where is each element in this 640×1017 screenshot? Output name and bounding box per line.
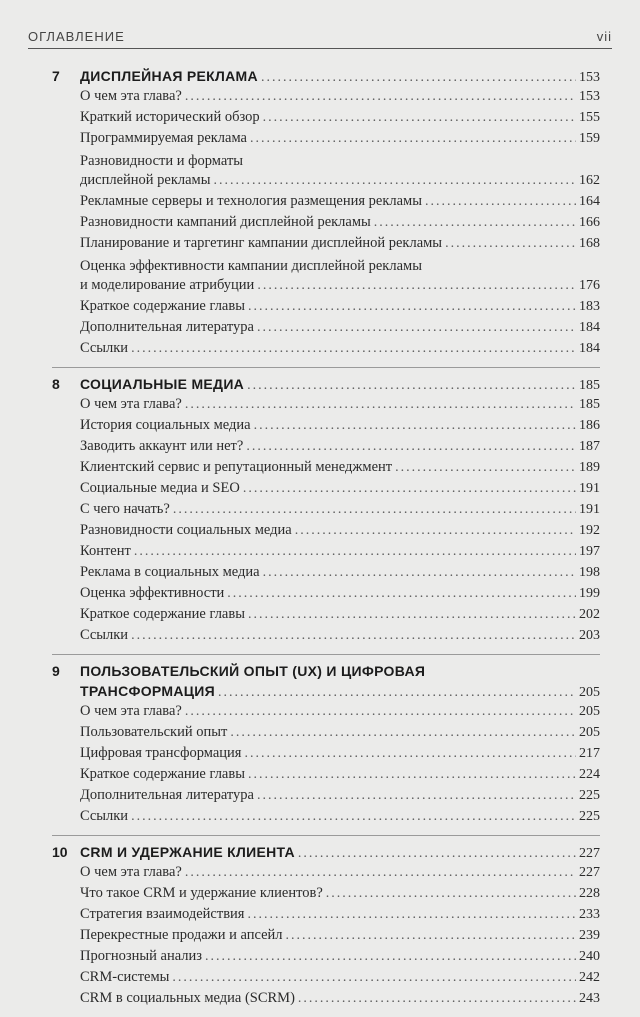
entry-page: 205 [579, 704, 600, 719]
toc-entry[interactable] [52, 787, 600, 808]
dot-leader [298, 991, 576, 1007]
entry-title: Краткое содержание главы [80, 766, 245, 782]
dot-leader [395, 460, 576, 476]
entry-page: 164 [579, 194, 600, 209]
entry-page: 155 [579, 110, 600, 125]
toc-entry[interactable] [52, 214, 600, 235]
dot-leader [326, 886, 576, 902]
dot-leader [247, 907, 576, 923]
entry-page: 168 [579, 236, 600, 251]
entry-title: Ссылки [80, 808, 129, 824]
entry-page: 224 [579, 767, 600, 782]
toc-entry[interactable] [52, 459, 600, 480]
entry-page: 187 [579, 439, 600, 454]
dot-leader [185, 865, 576, 881]
toc-entry[interactable] [52, 703, 600, 724]
entry-page: 183 [579, 299, 600, 314]
toc-entry[interactable] [52, 745, 600, 766]
entry-title: С чего начать? [80, 501, 170, 517]
dot-leader [185, 397, 576, 413]
dot-leader [244, 746, 576, 762]
chapter-number: 9 [52, 663, 60, 679]
entry-title: История социальных медиа [80, 417, 251, 433]
chapter-number: 7 [52, 68, 60, 84]
entry-page: 176 [579, 278, 600, 293]
toc-entry[interactable] [52, 235, 600, 256]
toc-entry[interactable] [52, 927, 600, 948]
toc-entry[interactable] [52, 109, 600, 130]
entry-page: 239 [579, 928, 600, 943]
chapter-page: 227 [579, 846, 600, 861]
entry-page: 192 [579, 523, 600, 538]
chapter-page: 205 [579, 685, 600, 700]
dot-leader [425, 194, 576, 210]
entry-page: 228 [579, 886, 600, 901]
chapter-heading[interactable] [52, 376, 600, 396]
entry-page: 191 [579, 502, 600, 517]
entry-title: О чем эта глава? [80, 88, 182, 104]
dot-leader [230, 725, 576, 741]
toc-entry[interactable] [52, 480, 600, 501]
entry-page: 225 [579, 788, 600, 803]
entry-page: 199 [579, 586, 600, 601]
dot-leader [263, 565, 576, 581]
entry-title: Дополнительная литература [80, 319, 254, 335]
entry-page: 243 [579, 991, 600, 1006]
toc-entry[interactable] [52, 88, 600, 109]
toc-entry[interactable] [52, 948, 600, 969]
entry-title: Программируемая реклама [80, 130, 247, 146]
chapter-7 [52, 68, 600, 361]
entry-title: Прогнозный анализ [80, 948, 203, 964]
toc-entry[interactable] [52, 990, 600, 1011]
entry-title: О чем эта глава? [80, 703, 182, 719]
entry-title: О чем эта глава? [80, 396, 182, 412]
dot-leader [205, 949, 576, 965]
entry-page: 217 [579, 746, 600, 761]
running-head [28, 20, 612, 44]
entry-title-line2: дисплейной рекламы [80, 172, 211, 188]
entry-page: 159 [579, 131, 600, 146]
toc-entry[interactable] [52, 564, 600, 585]
section-title: ОГЛАВЛЕНИЕ [28, 29, 125, 44]
entry-title: CRM в социальных медиа (SCRM) [80, 990, 295, 1006]
chapter-title: ДИСПЛЕЙНАЯ РЕКЛАМА [80, 68, 258, 84]
entry-title: Заводить аккаунт или нет? [80, 438, 244, 454]
entry-page: 189 [579, 460, 600, 475]
chapter-title-line2: ТРАНСФОРМАЦИЯ [80, 683, 216, 699]
entry-page: 205 [579, 725, 600, 740]
dot-leader [254, 418, 576, 434]
entry-title: Ссылки [80, 340, 129, 356]
chapter-8 [52, 367, 600, 648]
dot-leader [131, 809, 576, 825]
entry-page: 191 [579, 481, 600, 496]
toc-entry[interactable] [52, 606, 600, 627]
chapter-heading[interactable] [52, 68, 600, 88]
entry-page: 198 [579, 565, 600, 580]
table-of-contents [52, 68, 600, 1017]
entry-title: Стратегия взаимодействия [80, 906, 245, 922]
chapter-title: CRM И УДЕРЖАНИЕ КЛИЕНТА [80, 844, 295, 860]
toc-entry[interactable] [52, 193, 600, 214]
toc-entry[interactable] [52, 906, 600, 927]
dot-leader [134, 544, 576, 560]
entry-title: Пользовательский опыт [80, 724, 228, 740]
dot-leader [131, 341, 576, 357]
entry-title: Дополнительная литература [80, 787, 254, 803]
entry-page: 233 [579, 907, 600, 922]
toc-entry[interactable] [52, 130, 600, 151]
toc-entry[interactable] [52, 543, 600, 564]
chapter-heading[interactable] [52, 844, 600, 864]
entry-title: Реклама в социальных медиа [80, 564, 260, 580]
entry-page: 225 [579, 809, 600, 824]
toc-entry[interactable] [52, 438, 600, 459]
dot-leader [257, 788, 576, 804]
dot-leader [248, 767, 576, 783]
entry-title: Рекламные серверы и технология размещения рекламы [80, 193, 422, 209]
dot-leader [286, 928, 576, 944]
toc-entry[interactable] [52, 724, 600, 745]
dot-leader [227, 586, 576, 602]
entry-title-line1: Оценка эффективности кампании дисплейной рекламы [80, 258, 422, 274]
entry-page: 166 [579, 215, 600, 230]
toc-entry[interactable] [52, 501, 600, 522]
dot-leader [295, 523, 576, 539]
entry-page: 153 [579, 89, 600, 104]
entry-page: 185 [579, 397, 600, 412]
dot-leader [173, 502, 576, 518]
dot-leader [248, 299, 576, 315]
toc-entry[interactable] [52, 585, 600, 606]
toc-entry[interactable] [52, 864, 600, 885]
entry-title: Что такое CRM и удержание клиентов? [80, 885, 323, 901]
dot-leader [261, 70, 576, 86]
toc-entry[interactable] [52, 522, 600, 543]
page-number: vii [596, 29, 612, 44]
entry-page: 162 [579, 173, 600, 188]
dot-leader [131, 628, 576, 644]
dot-leader [218, 685, 576, 701]
chapter-number: 8 [52, 376, 60, 392]
entry-title: Краткий исторический обзор [80, 109, 260, 125]
entry-page: 227 [579, 865, 600, 880]
toc-entry[interactable] [52, 627, 600, 648]
dot-leader [248, 607, 576, 623]
dot-leader [298, 846, 576, 862]
entry-page: 184 [579, 341, 600, 356]
entry-title: Разновидности социальных медиа [80, 522, 292, 538]
toc-entry[interactable] [52, 417, 600, 438]
toc-entry[interactable] [52, 319, 600, 340]
toc-entry[interactable] [52, 808, 600, 829]
entry-title: О чем эта глава? [80, 864, 182, 880]
entry-title: Ссылки [80, 627, 129, 643]
dot-leader [243, 481, 576, 497]
entry-title: CRM-системы [80, 969, 170, 985]
dot-leader [247, 378, 576, 394]
entry-page: 203 [579, 628, 600, 643]
toc-entry[interactable] [52, 969, 600, 990]
dot-leader [185, 704, 576, 720]
dot-leader [257, 320, 576, 336]
entry-page: 197 [579, 544, 600, 559]
chapter-page: 153 [579, 70, 600, 85]
entry-title-line1: Разновидности и форматы [80, 153, 244, 169]
entry-page: 242 [579, 970, 600, 985]
chapter-title-line1: ПОЛЬЗОВАТЕЛЬСКИЙ ОПЫТ (UX) И ЦИФРОВАЯ [80, 663, 426, 679]
entry-title: Оценка эффективности [80, 585, 225, 601]
entry-page: 240 [579, 949, 600, 964]
chapter-number: 10 [52, 844, 68, 860]
dot-leader [246, 439, 576, 455]
chapter-page: 185 [579, 378, 600, 393]
entry-title: Контент [80, 543, 131, 559]
chapter-10 [52, 835, 600, 1011]
dot-leader [185, 89, 576, 105]
entry-title: Перекрестные продажи и апсейл [80, 927, 283, 943]
entry-page: 184 [579, 320, 600, 335]
entry-title: Цифровая трансформация [80, 745, 242, 761]
toc-entry[interactable] [52, 151, 600, 193]
chapter-heading[interactable] [52, 663, 600, 683]
chapter-title: СОЦИАЛЬНЫЕ МЕДИА [80, 376, 245, 392]
dot-leader [257, 278, 576, 294]
toc-entry[interactable] [52, 885, 600, 906]
entry-page: 186 [579, 418, 600, 433]
toc-entry[interactable] [52, 298, 600, 319]
header-divider [28, 48, 612, 49]
toc-entry[interactable] [52, 256, 600, 298]
toc-entry[interactable] [52, 396, 600, 417]
entry-title: Краткое содержание главы [80, 606, 245, 622]
chapter-9 [52, 654, 600, 829]
entry-title-line2: и моделирование атрибуции [80, 277, 255, 293]
dot-leader [250, 131, 576, 147]
toc-entry[interactable] [52, 766, 600, 787]
entry-title: Клиентский сервис и репутационный менеджмент [80, 459, 393, 475]
entry-title: Краткое содержание главы [80, 298, 245, 314]
entry-title: Планирование и таргетинг кампании дисплейной рекламы [80, 235, 443, 251]
dot-leader [374, 215, 576, 231]
dot-leader [213, 173, 576, 189]
toc-entry[interactable] [52, 340, 600, 361]
dot-leader [172, 970, 576, 986]
dot-leader [263, 110, 576, 126]
entry-title: Разновидности кампаний дисплейной рекламы [80, 214, 371, 230]
chapter-heading-continued[interactable] [52, 683, 600, 703]
dot-leader [445, 236, 576, 252]
entry-page: 202 [579, 607, 600, 622]
entry-title: Социальные медиа и SEO [80, 480, 240, 496]
